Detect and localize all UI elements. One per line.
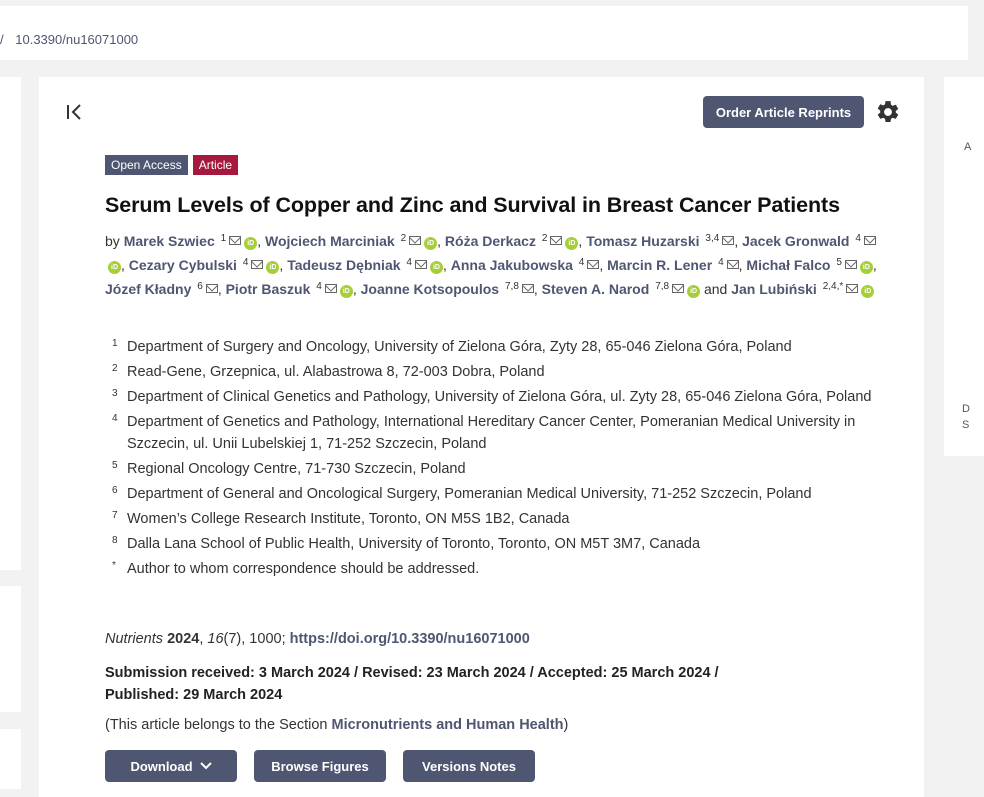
mail-icon[interactable]: [415, 260, 427, 269]
right-sidebar-panel: [944, 77, 984, 456]
author-name[interactable]: Anna Jakubowska: [450, 257, 573, 273]
doi-link[interactable]: https://doi.org/10.3390/nu16071000: [289, 631, 530, 647]
gear-icon[interactable]: [875, 99, 901, 125]
orcid-icon[interactable]: iD: [266, 261, 279, 274]
left-sidebar-panel-3: [0, 729, 21, 789]
orcid-icon[interactable]: iD: [565, 237, 578, 250]
article-title: Serum Levels of Copper and Zinc and Survival in Breast Cancer Patients: [105, 193, 840, 217]
affiliation-number: *: [112, 559, 116, 571]
section-link[interactable]: Micronutrients and Human Health: [331, 717, 564, 733]
affiliation-item: [105, 362, 875, 384]
and-label: and: [703, 281, 728, 297]
mail-icon[interactable]: [550, 236, 562, 245]
browse-figures-button[interactable]: Browse Figures: [254, 750, 386, 782]
article-actions: [105, 750, 535, 782]
author-affiliation-sup: 7,8: [655, 281, 670, 292]
author-name[interactable]: Cezary Cybulski: [128, 257, 237, 273]
breadcrumb: [0, 32, 138, 47]
orcid-icon[interactable]: iD: [861, 285, 874, 298]
left-sidebar-panel-2: [0, 586, 21, 712]
mail-icon[interactable]: [727, 260, 739, 269]
collapse-sidebar-icon[interactable]: [65, 101, 85, 123]
author-list: by Marek Szwiec $^1$ iD , Wojciech Marciniak $^2$ iD , Róża Derkacz $^2$ iD , Tomasz Huzarski $^{3,4}$ , Jacek Gronwald $^4$iD , Cezary Cybulski $^4$ iD , Tadeusz Dębniak $^4$ iD , Anna Jakubowska $^4$ , Marcin R. Lener $^4$ , Michał Falco $^5$ iD , Józef Kładny $^6$ , Piotr Baszuk $^4$ iD , Joanne Kotsopoulos $^{7,8}$ , Steven A. Narod $^{7,8}$ iD and Jan Lubiński $^{2,4,*}$ iD: [105, 233, 877, 297]
orcid-icon[interactable]: iD: [108, 261, 121, 274]
mail-icon[interactable]: [522, 284, 534, 293]
by-label: by: [105, 233, 120, 249]
author-name[interactable]: Marek Szwiec: [123, 233, 215, 249]
author-name[interactable]: Michał Falco: [746, 257, 831, 273]
author-affiliation-sup: 4: [855, 233, 861, 244]
affiliation-text: Dalla Lana School of Public Health, University of Toronto, Toronto, ON M5T 3M7, Canada: [127, 535, 701, 552]
affiliation-item: [105, 412, 875, 455]
affiliation-number: 5: [112, 459, 118, 471]
mail-icon[interactable]: [206, 284, 218, 293]
orcid-icon[interactable]: iD: [860, 261, 873, 274]
mail-icon[interactable]: [846, 284, 858, 293]
author-affiliation-sup: 2: [541, 233, 548, 244]
orcid-icon[interactable]: iD: [244, 237, 257, 250]
affiliation-item: [105, 484, 875, 506]
author-affiliation-sup: 5: [836, 257, 842, 268]
author-name[interactable]: Jacek Gronwald: [742, 233, 850, 249]
author-name[interactable]: Wojciech Marciniak: [264, 233, 395, 249]
affiliation-number: 7: [112, 509, 118, 521]
mail-icon[interactable]: [409, 236, 421, 245]
article-panel: [39, 77, 924, 797]
affiliation-number: 2: [112, 363, 118, 374]
affiliation-number: 1: [112, 338, 118, 349]
author-name[interactable]: Józef Kładny: [105, 281, 192, 297]
section-suffix: ): [563, 717, 569, 733]
author-name[interactable]: Marcin R. Lener: [607, 257, 713, 273]
citation-year: 2024: [167, 631, 200, 647]
affiliation-text: Department of Clinical Genetics and Pathology, University of Zielona Góra, ul. Zyty 28, 65-046 Zielona Góra, Poland: [127, 389, 872, 405]
affiliation-number: 4: [112, 413, 118, 424]
journal-name: Nutrients: [105, 631, 164, 647]
right-panel-fragment: D: [962, 403, 970, 415]
author-name[interactable]: Jan Lubiński: [731, 281, 817, 297]
author-name[interactable]: Joanne Kotsopoulos: [360, 281, 500, 297]
orcid-icon[interactable]: iD: [424, 237, 437, 250]
mail-icon[interactable]: [251, 260, 263, 269]
affiliation-text: Department of Genetics and Pathology, International Hereditary Cancer Center, Pomeranian Medical University in Szczecin, ul. Unii Lubelskiej 1, 71-252 Szczecin, Poland: [127, 414, 856, 452]
section-note: [105, 717, 568, 733]
affiliation-text: Department of General and Oncological Surgery, Pomeranian Medical University, 71-252 Szczecin, Poland: [127, 485, 812, 502]
download-button[interactable]: [105, 750, 237, 782]
author-affiliation-sup: 7,8: [504, 281, 519, 292]
article-badges: [105, 155, 238, 175]
citation-volume: 16: [207, 631, 224, 647]
affiliation-item: [105, 387, 875, 409]
article-type-badge: Article: [193, 155, 238, 175]
author-affiliation-sup: 4: [578, 257, 585, 268]
affiliation-text: Department of Surgery and Oncology, University of Zielona Góra, Zyty 28, 65-046 Zielona Góra, Poland: [127, 339, 792, 355]
mail-icon[interactable]: [864, 236, 876, 245]
download-label: Download: [130, 758, 193, 774]
affiliation-item: [105, 459, 875, 481]
mail-icon[interactable]: [672, 284, 684, 293]
affiliation-text: Women’s College Research Institute, Toronto, ON M5S 1B2, Canada: [127, 510, 570, 527]
author-affiliation-sup: 1: [220, 233, 227, 244]
citation-issue-pages: (7), 1000;: [223, 631, 290, 647]
orcid-icon[interactable]: iD: [430, 261, 443, 274]
author-affiliation-sup: 6: [197, 281, 203, 292]
left-sidebar-panel: [0, 77, 21, 570]
order-reprints-button[interactable]: Order Article Reprints: [703, 96, 864, 128]
author-affiliation-sup: 2: [400, 233, 407, 244]
author-affiliation-sup: 2,4,*: [822, 281, 844, 292]
versions-notes-button[interactable]: Versions Notes: [403, 750, 535, 782]
author-name[interactable]: Tadeusz Dębniak: [287, 257, 401, 273]
mail-icon[interactable]: [722, 236, 734, 245]
affiliation-item: [105, 337, 875, 359]
author-affiliation-sup: 4: [718, 257, 724, 268]
right-panel-fragment: A: [964, 141, 972, 153]
affiliation-text: Regional Oncology Centre, 71-730 Szczecin, Poland: [127, 460, 466, 477]
top-bar: [0, 0, 968, 60]
mail-icon[interactable]: [325, 284, 337, 293]
author-affiliation-sup: 4: [242, 257, 249, 268]
breadcrumb-current[interactable]: 10.3390/nu16071000: [15, 32, 139, 47]
affiliation-number: 3: [112, 388, 118, 399]
author-name[interactable]: Tomasz Huzarski: [586, 233, 700, 249]
affiliation-item: [105, 559, 875, 581]
breadcrumb-separator: /: [0, 32, 4, 47]
affiliation-item: [105, 509, 875, 531]
author-name[interactable]: Piotr Baszuk: [225, 281, 311, 297]
orcid-icon[interactable]: iD: [340, 285, 353, 298]
affiliation-item: [105, 534, 875, 556]
author-name[interactable]: Steven A. Narod: [541, 281, 650, 297]
chevron-down-icon: [200, 762, 212, 770]
affiliation-list: [105, 337, 875, 584]
affiliation-number: 6: [112, 484, 118, 496]
affiliation-number: 8: [112, 534, 118, 546]
open-access-badge: Open Access: [105, 155, 188, 175]
publication-dates: Submission received: 3 March 2024 / Revised: 23 March 2024 / Accepted: 25 March 2024 / Published: 29 March 2024: [105, 665, 719, 703]
citation: Nutrients 2024, 16(7), 1000; https://doi.org/10.3390/nu16071000: [105, 631, 530, 647]
right-panel-fragment: S: [962, 419, 970, 431]
affiliation-text: Author to whom correspondence should be addressed.: [127, 560, 480, 577]
author-affiliation-sup: 3,4: [705, 233, 720, 244]
mail-icon[interactable]: [587, 260, 599, 269]
author-affiliation-sup: 4: [406, 257, 412, 268]
affiliation-text: Read-Gene, Grzepnica, ul. Alabastrowa 8, 72-003 Dobra, Poland: [127, 364, 545, 380]
mail-icon[interactable]: [229, 236, 241, 245]
author-name[interactable]: Róża Derkacz: [444, 233, 536, 249]
orcid-icon[interactable]: iD: [687, 285, 700, 298]
section-prefix: (This article belongs to the Section: [105, 717, 332, 733]
author-affiliation-sup: 4: [316, 281, 322, 292]
mail-icon[interactable]: [845, 260, 857, 269]
